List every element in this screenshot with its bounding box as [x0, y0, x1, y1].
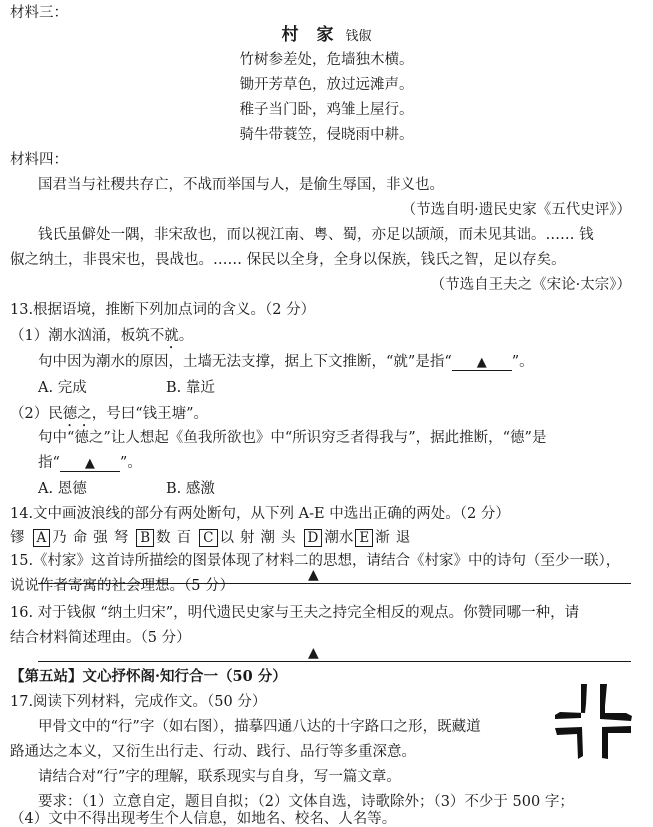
q13-sub2-question: 句中“德之”让人想起《鱼我所欲也》中“所识穷乏者得我与”，据此推断，“德”是 [38, 430, 547, 446]
break-option-e[interactable]: E [355, 529, 373, 547]
material-4-para-2a: 钱氏虽僻处一隅，非宋敌也，而以视江南、粤、蜀，亦足以颉颃，而未见其诎。…… 钱 [38, 227, 594, 243]
q14-sentence: 镠 A 乃命强弩 B 数百 C 以射潮头 D 潮水 E 渐退 [10, 530, 417, 546]
dotted-word: 德之 [62, 406, 92, 422]
q17-requirements-2: （4）文中不得出现考生个人信息，如地名、校名、人名等。 [10, 811, 397, 827]
q13-stem: 13.根据语境，推断下列加点词的含义。（2 分） [10, 302, 316, 318]
poem-line-2: 锄开芳草色，放过远滩声。 [239, 77, 414, 93]
poem-title: 村 家 [281, 25, 340, 45]
answer-blank[interactable]: ▲ [452, 355, 512, 371]
material-4-para-1: 国君当与社稷共存亡，不战而举国与人，是偷生辱国，非义也。 [38, 177, 444, 193]
break-option-b[interactable]: B [136, 529, 154, 547]
poem-heading [0, 27, 653, 44]
q14-stem: 14.文中画波浪线的部分有两处断句，从下列 A-E 中选出正确的两处。（2 分） [10, 506, 510, 522]
poem-line-4: 骑牛带蓑笠，侵晓雨中耕。 [239, 127, 414, 143]
answer-mark: ▲ [308, 567, 319, 583]
material-4-label: 材料四： [10, 152, 68, 168]
material-4-para-2b: 俶之纳土，非畏宋也，畏战也。…… 保民以全身，全身以保族，钱氏之智，足以存矣。 [10, 252, 566, 268]
q13-sub1: （1）潮水汹涌，板筑不就。 [10, 328, 194, 344]
answer-blank[interactable]: ▲ [60, 456, 120, 472]
q16-line-2: 结合材料简述理由。（5 分） [10, 630, 191, 646]
q15-line-2: 说说作者寄寓的社会理想。（5 分） [10, 578, 235, 594]
q17-requirements-1: 要求：（1）立意自定，题目自拟；（2）文体自选，诗歌除外；（3）不少于 500 字； [38, 794, 574, 810]
oracle-bone-xing-icon [552, 680, 634, 762]
poem-author: 钱俶 [345, 29, 372, 44]
q16-line-1: 16. 对于钱俶 “纳土归宋”，明代遗民史家与王夫之持完全相反的观点。你赞同哪一种，请 [10, 605, 580, 621]
q15-line-1: 15.《村家》这首诗所描绘的图景体现了材料二的思想，请结合《村家》中的诗句（至少一联）， [10, 553, 621, 569]
material-3-label: 材料三： [10, 5, 68, 21]
answer-mark: ▲ [308, 645, 319, 661]
material-4-source-1: （节选自明·遗民史家《五代史评》） [401, 202, 631, 218]
q13-sub1-question: 句中因为潮水的原因，土墙无法支撑，据上下文推断，“就”是指“ ▲ ”。 [38, 354, 534, 370]
station-5-heading: 【第五站】文心抒怀阁·知行合一（50 分） [10, 668, 287, 685]
answer-line[interactable] [38, 583, 631, 584]
break-option-c[interactable]: C [199, 529, 217, 547]
q13-sub1-option-a: A. 完成 [38, 380, 87, 396]
q17-para-1a: 甲骨文中的“行”字（如右图），描摹四通八达的十字路口之形，既藏道 [38, 719, 481, 735]
q17-para-1b: 路通达之本义，又衍生出行走、行动、践行、品行等多重深意。 [10, 744, 416, 760]
q13-sub2-question-cont: 指“ ▲ ”。 [38, 455, 142, 471]
poem-line-3: 稚子当门卧，鸡雏上屋行。 [239, 102, 414, 118]
poem-line-1: 竹树参差处，危墙独木横。 [239, 52, 414, 68]
break-option-d[interactable]: D [304, 529, 323, 547]
break-option-a[interactable]: A [33, 529, 51, 547]
q13-sub2-option-a: A. 恩德 [38, 481, 87, 497]
q17-stem: 17.阅读下列材料，完成作文。（50 分） [10, 694, 267, 710]
q13-sub2: （2）民德之，号曰“钱王塘”。 [10, 406, 209, 422]
q17-para-2: 请结合对“行”字的理解，联系现实与自身，写一篇文章。 [38, 769, 401, 785]
answer-line[interactable] [38, 661, 631, 662]
q13-sub1-option-b: B. 靠近 [166, 380, 215, 396]
dotted-word: 就 [164, 328, 179, 344]
q13-sub2-option-b: B. 感激 [166, 481, 215, 497]
material-4-source-2: （节选自王夫之《宋论·太宗》） [430, 277, 631, 293]
